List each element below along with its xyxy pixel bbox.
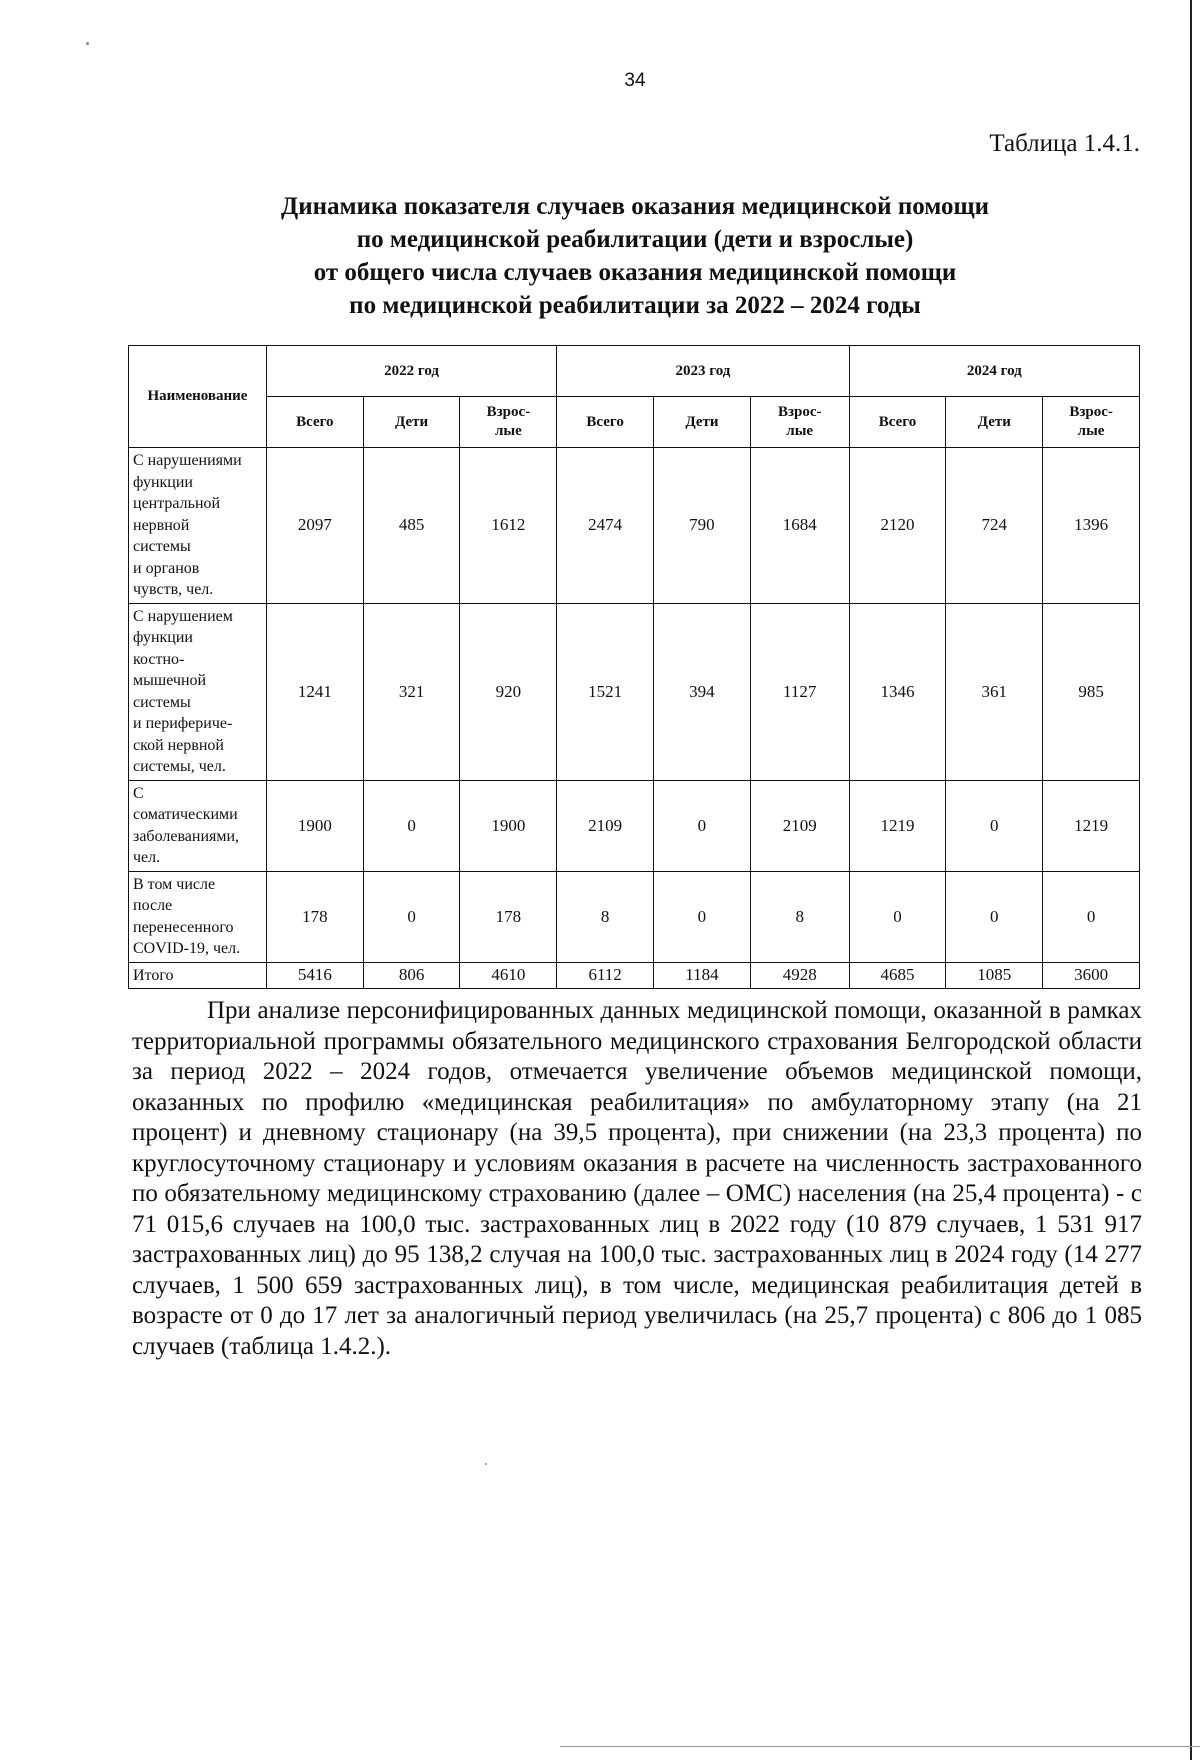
- total-header: Всего: [266, 397, 363, 448]
- title-line: Динамика показателя случаев оказания медицинской помощи: [281, 193, 989, 220]
- table-title: [130, 190, 1140, 322]
- cell-value: 1219: [1043, 780, 1140, 871]
- total-value: 4610: [460, 962, 557, 989]
- cell-value: 394: [654, 603, 751, 780]
- adults-header-line: лые: [786, 423, 814, 439]
- cell-value: 2109: [750, 780, 849, 871]
- body-paragraph: При анализе персонифицированных данных медицинской помощи, оказанной в рамках территориальной программы обязательного медицинского страхования Белгородской области за период 2022 – 2024 годов, отмечается увеличение объемов медицинской помощи, оказанных по профилю «медицинская реабилитация» по амбулаторному этапу (на 21 процент) и дневному стационару (на 39,5 процента), при снижении (на 23,3 процента) по круглосуточному стационару и условиям оказания в расчете на численность застрахованного по обязательному медицинскому страхованию (далее – ОМС) населения (на 25,4 процента) - с 71 015,6 случаев на 100,0 тыс. застрахованных лиц в 2022 году (10 879 случаев, 1 531 917 застрахованных лиц) до 95 138,2 случая на 100,0 тыс. застрахованных лиц в 2024 году (14 277 случаев, 1 500 659 застрахованных лиц), в том числе, медицинская реабилитация детей в возрасте от 0 до 17 лет за аналогичный период увеличилась (на 25,7 процента) с 806 до 1 085 случаев (таблица 1.4.2.).: [132, 997, 1142, 1360]
- cell-value: 1521: [557, 603, 654, 780]
- scan-speck: [86, 42, 89, 45]
- cell-value: 0: [849, 871, 946, 962]
- children-header: Дети: [363, 397, 460, 448]
- cell-value: 724: [946, 448, 1043, 604]
- adults-header-line: лые: [494, 423, 522, 439]
- total-value: 4928: [750, 962, 849, 989]
- cell-value: 1346: [849, 603, 946, 780]
- adults-header: [750, 397, 849, 448]
- cell-value: 2109: [557, 780, 654, 871]
- cell-value: 1396: [1043, 448, 1140, 604]
- cell-value: 2120: [849, 448, 946, 604]
- row-name-line: С нарушением: [133, 607, 233, 625]
- cell-value: 1900: [460, 780, 557, 871]
- row-name-line: чувств, чел.: [133, 581, 214, 598]
- row-name-line: В том числе: [133, 875, 216, 893]
- adults-header-line: лые: [1077, 423, 1105, 439]
- row-name-line: после: [133, 897, 173, 914]
- cell-value: 0: [363, 871, 460, 962]
- row-name-line: соматическими: [133, 806, 238, 823]
- row-name-line: системы: [133, 693, 191, 711]
- children-header: Дети: [654, 397, 751, 448]
- total-value: 1184: [654, 962, 751, 989]
- cell-value: 178: [266, 871, 363, 962]
- total-row: [129, 962, 1140, 989]
- year-header-2024: 2024 год: [849, 346, 1139, 397]
- row-name-line: костно-: [133, 650, 185, 668]
- row-name-line: функции: [133, 629, 193, 646]
- cell-value: 8: [750, 871, 849, 962]
- data-table: [128, 345, 1140, 989]
- table-row: [129, 780, 1140, 871]
- row-name-line: ской нервной: [133, 736, 224, 754]
- row-name-line: перенесенного: [133, 918, 234, 936]
- cell-value: 1219: [849, 780, 946, 871]
- table-label: Таблица 1.4.1.: [989, 130, 1140, 157]
- page-number: 34: [624, 70, 646, 91]
- row-name-line: и перифериче-: [133, 715, 233, 732]
- name-column-header: Наименование: [129, 346, 267, 448]
- table-row: [129, 871, 1140, 962]
- total-value: 3600: [1043, 962, 1140, 989]
- cell-value: 2097: [266, 448, 363, 604]
- year-header-2023: 2023 год: [557, 346, 849, 397]
- cell-value: 485: [363, 448, 460, 604]
- row-name-line: С: [133, 784, 144, 802]
- adults-header-line: Взрос-: [486, 404, 531, 420]
- total-row-name: Итого: [129, 962, 267, 989]
- scan-edge-line: [1190, 0, 1192, 1760]
- total-value: 5416: [266, 962, 363, 989]
- cell-value: 0: [363, 780, 460, 871]
- row-name-line: заболеваниями,: [133, 827, 240, 845]
- children-header: Дети: [946, 397, 1043, 448]
- row-name: [129, 871, 267, 962]
- row-name-line: функции: [133, 473, 193, 491]
- cell-value: 361: [946, 603, 1043, 780]
- row-name-line: нервной: [133, 516, 190, 534]
- total-value: 4685: [849, 962, 946, 989]
- row-name-line: мышечной: [133, 672, 207, 689]
- cell-value: 321: [363, 603, 460, 780]
- scan-speck: [485, 1463, 487, 1465]
- cell-value: 1612: [460, 448, 557, 604]
- table-row: [129, 448, 1140, 604]
- scan-bottom-line: [560, 1746, 1200, 1747]
- title-line: от общего числа случаев оказания медицинской помощи: [313, 259, 957, 286]
- adults-header-line: Взрос-: [777, 404, 822, 420]
- table-row: [129, 603, 1140, 780]
- adults-header-line: Взрос-: [1069, 404, 1113, 420]
- cell-value: 1900: [266, 780, 363, 871]
- total-value: 806: [363, 962, 460, 989]
- row-name-line: С нарушениями: [133, 452, 242, 469]
- title-line: по медицинской реабилитации (дети и взрослые): [356, 226, 914, 253]
- total-header: Всего: [557, 397, 654, 448]
- cell-value: 2474: [557, 448, 654, 604]
- cell-value: 0: [654, 780, 751, 871]
- cell-value: 0: [1043, 871, 1140, 962]
- title-line: по медицинской реабилитации за 2022 – 2024 годы: [349, 292, 921, 319]
- total-value: 1085: [946, 962, 1043, 989]
- cell-value: 8: [557, 871, 654, 962]
- row-name-line: системы: [133, 538, 191, 555]
- row-name-line: COVID-19, чел.: [133, 940, 241, 957]
- cell-value: 1241: [266, 603, 363, 780]
- total-header: Всего: [849, 397, 946, 448]
- year-header-2022: 2022 год: [266, 346, 556, 397]
- cell-value: 0: [946, 871, 1043, 962]
- cell-value: 920: [460, 603, 557, 780]
- total-value: 6112: [557, 962, 654, 989]
- row-name: [129, 780, 267, 871]
- row-name: [129, 603, 267, 780]
- cell-value: 178: [460, 871, 557, 962]
- cell-value: 1684: [750, 448, 849, 604]
- row-name-line: чел.: [133, 849, 161, 866]
- cell-value: 985: [1043, 603, 1140, 780]
- row-name: [129, 448, 267, 604]
- row-name-line: центральной: [133, 495, 221, 512]
- row-name-line: системы, чел.: [133, 758, 226, 775]
- cell-value: 1127: [750, 603, 849, 780]
- adults-header: [460, 397, 557, 448]
- cell-value: 0: [654, 871, 751, 962]
- cell-value: 0: [946, 780, 1043, 871]
- adults-header: [1043, 397, 1140, 448]
- cell-value: 790: [654, 448, 751, 604]
- row-name-line: и органов: [133, 559, 200, 577]
